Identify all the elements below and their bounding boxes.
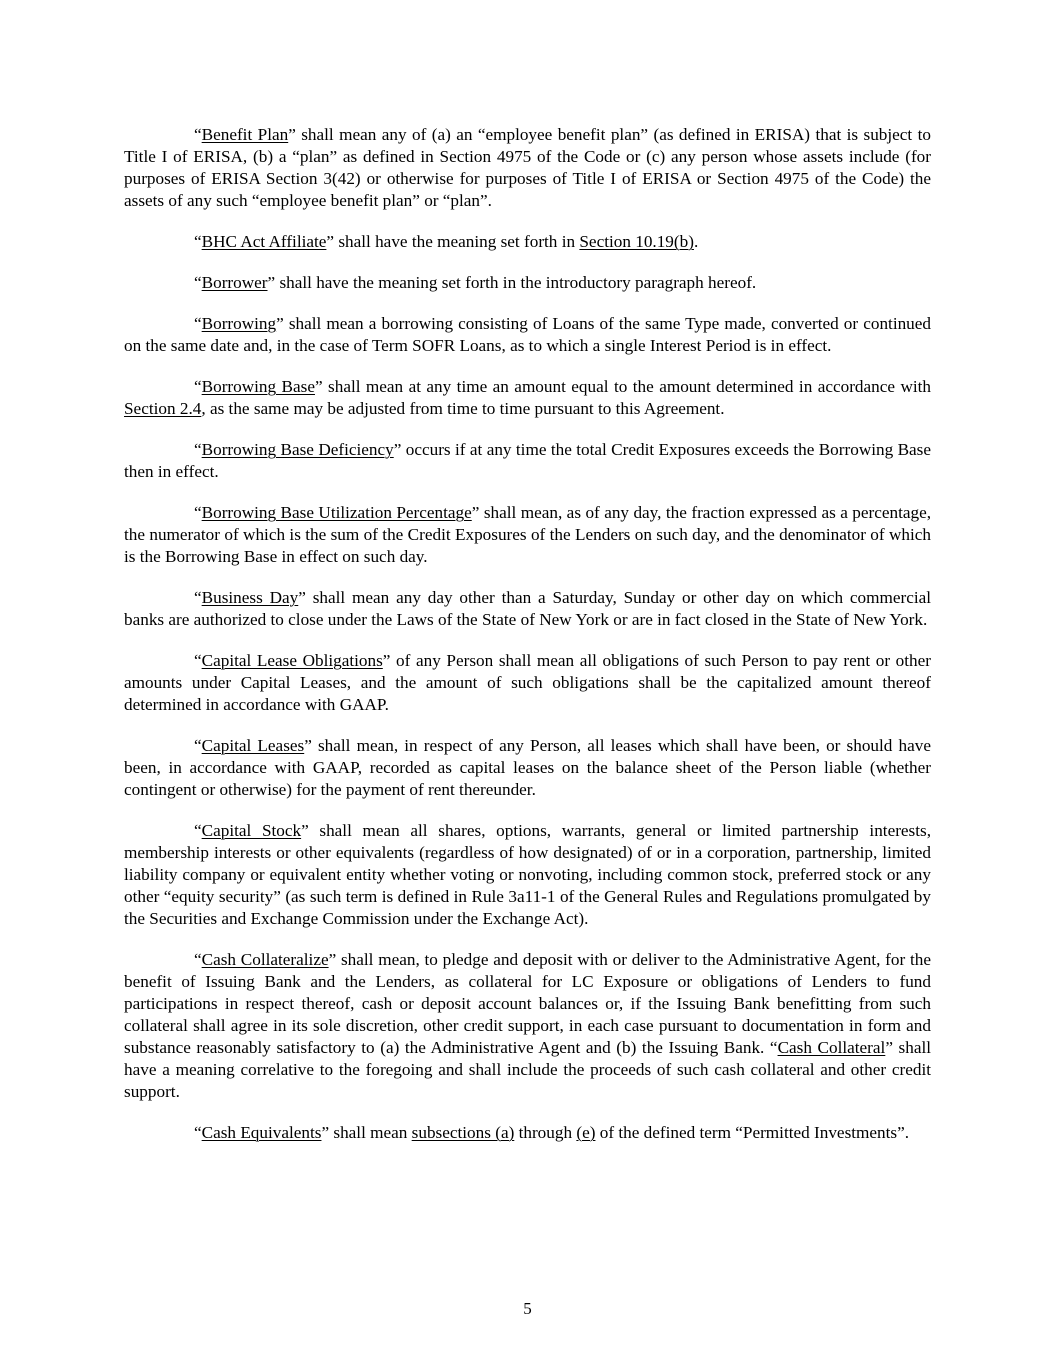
paragraph-text: . [693,232,699,251]
definition-paragraph [124,949,931,1103]
defined-term: Borrower [201,273,268,292]
paragraph-text: of the defined term “Permitted Investments”. [595,1123,910,1142]
paragraph-text: “ [194,651,202,670]
page-number: 5 [523,1299,532,1318]
definitions-list [124,124,931,1144]
defined-term: Business Day [201,588,299,607]
paragraph-text: ” shall mean any of (a) an “employee benefit plan” (as defined in ERISA) that is subject to Title I of ERISA, (b) a “plan” as defined in Section 4975 of the Code or (c) any person whose assets include (for purposes of ERISA Section 3(42) or otherwise for purposes of Title I of ERISA or Section 4975 of the Code) the assets of any such “employee benefit plan” or “plan”. [124,125,931,210]
definition-paragraph [124,735,931,801]
defined-term: Cash Equivalents [201,1123,322,1142]
paragraph-text: ” shall mean a borrowing consisting of Loans of the same Type made, converted or continued on the same date and, in the case of Term SOFR Loans, as to which a single Interest Period is in effect. [124,314,931,355]
defined-term: Borrowing Base Utilization Percentage [201,503,472,522]
definition-paragraph [124,439,931,483]
defined-term: Benefit Plan [201,125,289,144]
paragraph-text: “ [194,588,202,607]
defined-term: Cash Collateral [777,1038,886,1057]
defined-term: Borrowing Base Deficiency [201,440,394,459]
paragraph-text: “ [194,950,202,969]
paragraph-text: ” occurs if at any time the total Credit Exposures exceeds the Borrowing Base then in effect. [124,440,931,481]
paragraph-text: “ [194,377,202,396]
defined-term: (e) [576,1123,596,1142]
definition-paragraph [124,587,931,631]
paragraph-text: ” shall mean [321,1123,412,1142]
paragraph-text: “ [194,736,202,755]
definition-paragraph [124,272,931,294]
definition-paragraph [124,1122,931,1144]
defined-term: Capital Leases [201,736,305,755]
paragraph-text: ” shall mean, as of any day, the fraction expressed as a percentage, the numerator of which is the sum of the Credit Exposures of the Lenders on such day, and the denominator of which is the Borrowing Base in effect on such day. [124,503,931,566]
paragraph-text: “ [194,273,202,292]
paragraph-text: ” shall mean at any time an amount equal to the amount determined in accordance with [314,377,931,396]
defined-term: Capital Lease Obligations [201,651,383,670]
definition-paragraph [124,231,931,253]
defined-term: subsections (a) [411,1123,515,1142]
paragraph-text: “ [194,232,202,251]
definition-paragraph [124,376,931,420]
paragraph-text: ” shall have the meaning set forth in [326,232,580,251]
paragraph-text: ” of any Person shall mean all obligations of such Person to pay rent or other amounts under Capital Leases, and the amount of such obligations shall be the capitalized amount thereof determined in accordance with GAAP. [124,651,931,714]
definition-paragraph [124,313,931,357]
defined-term: Borrowing Base [201,377,315,396]
paragraph-text: “ [194,125,202,144]
defined-term: Borrowing [201,314,277,333]
paragraph-text: ” shall have a meaning correlative to the foregoing and shall include the proceeds of such cash collateral and other credit support. [124,1038,931,1101]
paragraph-text: “ [194,821,202,840]
paragraph-text: “ [194,440,202,459]
definition-paragraph [124,124,931,212]
paragraph-text: “ [194,1123,202,1142]
definition-paragraph [124,502,931,568]
paragraph-text: “ [194,503,202,522]
paragraph-text: , as the same may be adjusted from time to time pursuant to this Agreement. [201,399,725,418]
defined-term: Capital Stock [201,821,302,840]
paragraph-text: ” shall mean, in respect of any Person, all leases which shall have been, or should have been, in accordance with GAAP, recorded as capital leases on the balance sheet of the Person liable (whether contingent or otherwise) for the payment of rent thereunder. [124,736,931,799]
paragraph-text: through [514,1123,577,1142]
document-page [124,124,931,1163]
defined-term: Section 10.19(b) [579,232,694,251]
paragraph-text: ” shall mean, to pledge and deposit with or deliver to the Administrative Agent, for the benefit of Issuing Bank and the Lenders, as collateral for LC Exposure or obligations of Lenders to fund participations in respect thereof, cash or deposit account balances or, if the Issuing Bank benefitting from such collateral shall agree in its sole discretion, other credit support, in each case pursuant to documentation in form and substance reasonably satisfactory to (a) the Administrative Agent and (b) the Issuing Bank. “ [124,950,931,1057]
paragraph-text: ” shall have the meaning set forth in the introductory paragraph hereof. [267,273,757,292]
definition-paragraph [124,650,931,716]
defined-term: Section 2.4 [124,399,202,418]
defined-term: Cash Collateralize [201,950,329,969]
paragraph-text: “ [194,314,202,333]
paragraph-text: ” shall mean any day other than a Saturday, Sunday or other day on which commercial banks are authorized to close under the Laws of the State of New York or are in fact closed in the State of New York. [124,588,931,629]
definition-paragraph [124,820,931,930]
defined-term: BHC Act Affiliate [201,232,327,251]
paragraph-text: ” shall mean all shares, options, warrants, general or limited partnership interests, membership interests or other equivalents (regardless of how designated) of or in a corporation, partnership, limited liability company or equivalent entity whether voting or nonvoting, including common stock, preferred stock or any other “equity security” (as such term is defined in Rule 3a11-1 of the General Rules and Regulations promulgated by the Securities and Exchange Commission under the Exchange Act). [124,821,931,928]
